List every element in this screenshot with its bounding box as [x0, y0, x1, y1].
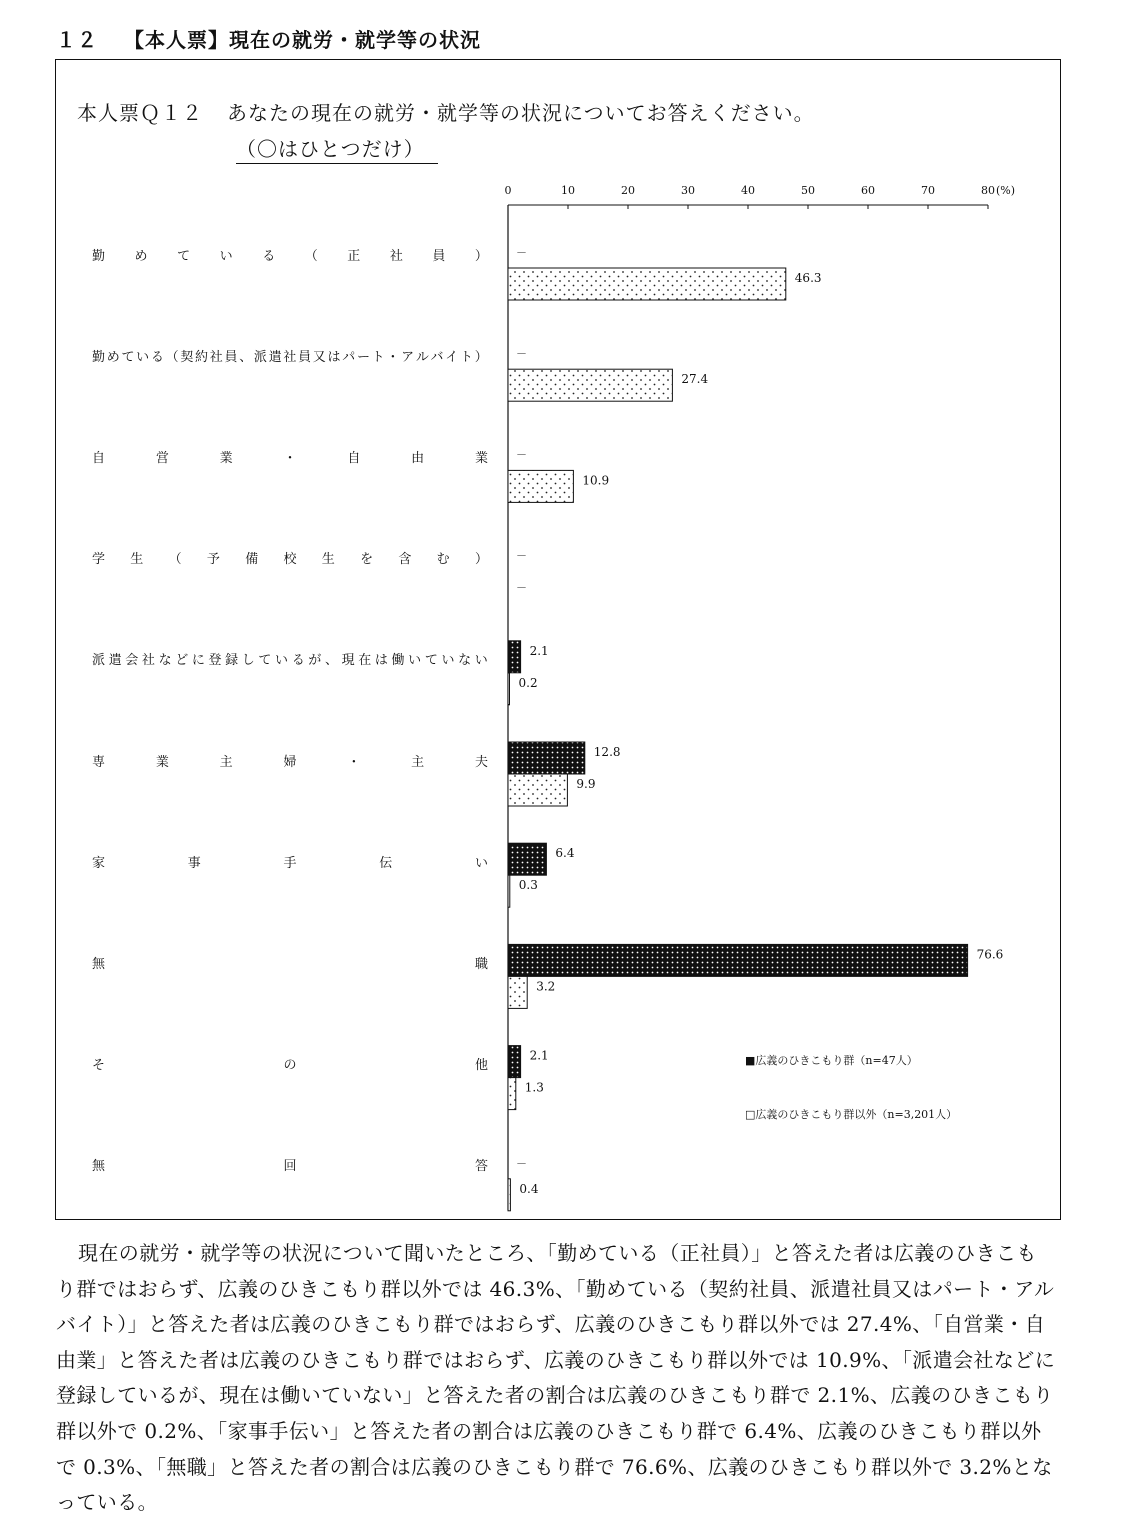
no-response-dash: － [516, 246, 527, 259]
category-label: 無 職 [92, 956, 488, 972]
legend-entry: ■広義のひきこもり群（n=47人） [745, 1054, 918, 1067]
summary-paragraph: 現在の就労・就学等の状況について聞いたところ、「勤めている（正社員）」と答えた者は広義のひきこもり群ではおらず、広義のひきこもり群以外では 46.3%、「勤めている（契約社員、派遣社員又はパート・アルバイト）」と答えた者は広義のひきこもり群ではおらず、広義のひきこもり群以外では 27.4%、「自営業・自由業」と答えた者は広義のひきこもり群ではおらず、広義のひきこもり群以外では 10.9%、「派遣会社などに登録しているが、現在は働いていない」と答えた者の割合は広義のひきこもり群で 2.1%、広義のひきこもり群以外で 0.2%、「家事手伝い」と答えた者の割合は広義のひきこもり群で 6.4%、広義のひきこもり群以外で 0.3%、「無職」と答えた者の割合は広義のひきこもり群で 76.6%、広義のひきこもり群以外で 3.2%となっている。 [56, 1241, 1056, 1515]
answer-instruction: （〇はひとつだけ） [236, 133, 438, 164]
question-text: あなたの現在の就労・就学等の状況についてお答えください。 [227, 101, 815, 125]
no-response-dash: － [516, 448, 527, 462]
bar-non-hikikomori [508, 470, 573, 502]
data-label: 3.2 [536, 979, 556, 994]
bar-non-hikikomori [508, 673, 510, 705]
x-tick-label: 80 [981, 184, 995, 197]
x-tick-label: 70 [921, 184, 935, 197]
bar-hikikomori [508, 742, 585, 774]
no-response-dash: － [516, 581, 527, 595]
data-label: 0.3 [518, 878, 538, 893]
bar-non-hikikomori [508, 1078, 516, 1110]
data-label: 2.1 [529, 643, 549, 658]
x-tick-label: 40 [741, 184, 755, 197]
category-label: そ の 他 [92, 1058, 488, 1074]
data-label: 10.9 [582, 473, 610, 488]
category-label: 学 生 （ 予 備 校 生 を 含 む ） [92, 552, 488, 568]
data-label: 46.3 [794, 271, 822, 285]
category-label: 無 回 答 [92, 1159, 488, 1175]
category-label: 勤 め て い る （ 契 約 社 員 、 派 遣 社 員 又 は パ ー ト ・ ア ル バ イ ト ） [92, 349, 488, 365]
x-tick-label: 30 [681, 184, 695, 197]
data-label: 0.4 [519, 1181, 539, 1196]
x-tick-label: 60 [861, 184, 875, 197]
bar-non-hikikomori [508, 875, 510, 907]
section-title: 【本人票】現在の就労・就学等の状況 [124, 28, 481, 52]
bar-non-hikikomori [508, 268, 786, 300]
data-label: 1.3 [524, 1080, 544, 1095]
category-label: 自 営 業 ・ 自 由 業 [92, 450, 488, 466]
x-tick-label: 50 [801, 184, 815, 197]
category-label: 専 業 主 婦 ・ 主 夫 [92, 754, 488, 770]
bar-non-hikikomori [508, 1179, 510, 1211]
x-axis-unit-label: (%) [996, 184, 1016, 197]
data-label: 9.9 [576, 777, 596, 791]
bar-non-hikikomori [508, 369, 672, 401]
data-label: 12.8 [593, 745, 621, 759]
data-label: 27.4 [681, 372, 709, 387]
bar-non-hikikomori [508, 774, 567, 806]
bar-hikikomori [508, 1046, 521, 1078]
data-label: 6.4 [555, 846, 575, 861]
question-id: 本人票Ｑ１２ [77, 101, 203, 125]
x-tick-label: 0 [504, 184, 512, 197]
data-label: 0.2 [518, 675, 538, 690]
section-number: １２ [56, 28, 98, 52]
no-response-dash: － [516, 549, 527, 563]
category-label: 家 事 手 伝 い [92, 855, 488, 871]
legend-entry: □広義のひきこもり群以外（n=3,201人） [745, 1108, 958, 1121]
x-tick-label: 10 [561, 184, 575, 197]
x-tick-label: 20 [621, 184, 635, 197]
bar-hikikomori [508, 843, 546, 875]
bar-non-hikikomori [508, 976, 527, 1008]
bar-hikikomori [508, 944, 968, 976]
bar-hikikomori [508, 641, 521, 673]
no-response-dash: － [516, 347, 527, 361]
category-label: 勤 め て い る （ 正 社 員 ） [92, 248, 488, 264]
data-label: 76.6 [976, 947, 1004, 962]
no-response-dash: － [516, 1156, 527, 1170]
data-label: 2.1 [529, 1048, 549, 1063]
category-label: 派 遣 会 社 な ど に 登 録 し て い る が 、 現 在 は 働 い て い な い [92, 653, 488, 669]
